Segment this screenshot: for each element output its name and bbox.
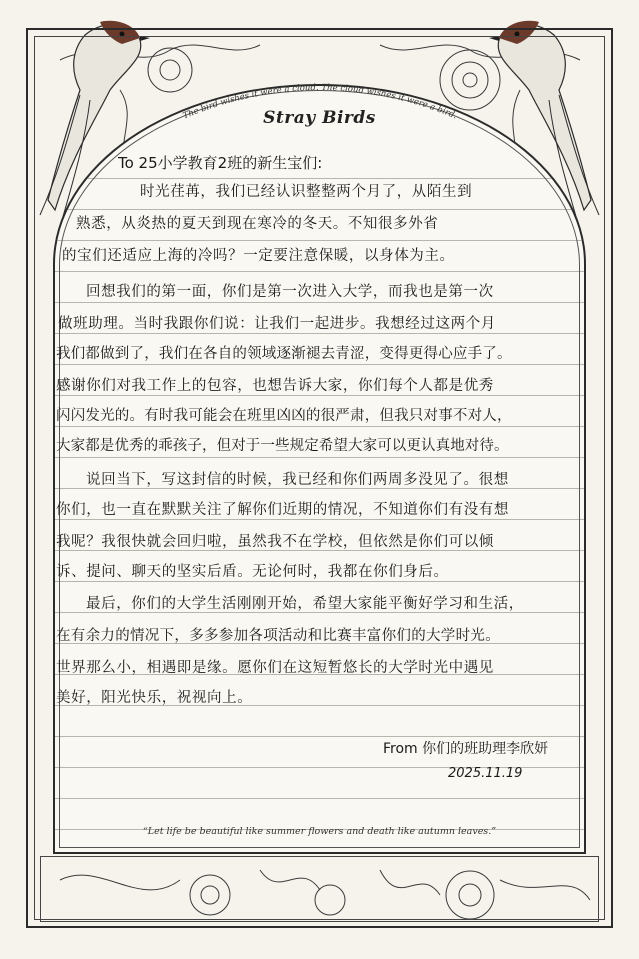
letter-line: 世界那么小，相遇即是缘。愿你们在这短暂悠长的大学时光中遇见 — [56, 660, 494, 676]
letter-line: 我呢？我很快就会回归啦，虽然我不在学校，但依然是你们可以倾 — [56, 534, 494, 550]
letter-line: 闪闪发光的。有时我可能会在班里凶凶的很严肃，但我只对事不对人， — [56, 408, 512, 424]
footer-quote: “Let life be beautiful like summer flowers and death like autumn leaves.” — [142, 826, 497, 837]
letter-line: 大家都是优秀的乖孩子，但对于一些规定希望大家可以更认真地对待。 — [56, 438, 509, 454]
letter-line: 熟悉，从炎热的夏天到现在寒冷的冬天。不知很多外省 — [76, 216, 439, 232]
letter-line: 回想我们的第一面，你们是第一次进入大学，而我也是第一次 — [86, 284, 494, 300]
letter-line: 的宝们还适应上海的冷吗？一定要注意保暖，以身体为主。 — [62, 248, 455, 264]
letter-greeting: To 25小学教育2班的新生宝们: — [118, 154, 323, 172]
letter-line: 我们都做到了，我们在各自的领域逐渐褪去青涩，变得更得心应手了。 — [56, 346, 512, 362]
letter-line: 你们，也一直在默默关注了解你们近期的情况，不知道你们有没有想 — [56, 502, 509, 518]
letter-line: 时光荏苒，我们已经认识整整两个月了，从陌生到 — [140, 184, 473, 200]
letter-line: 说回当下，写这封信的时候，我已经和你们两周多没见了。很想 — [86, 472, 509, 488]
letter-line: 美好，阳光快乐，祝视向上。 — [56, 690, 253, 706]
letter-line: 感谢你们对我工作上的包容，也想告诉大家，你们每个人都是优秀 — [56, 378, 494, 394]
motto-text: The bird wishes it were a cloud. The cloud wishes it were a bird. — [181, 82, 459, 122]
letter-date: 2025.11.19 — [448, 766, 523, 781]
letter-line: 诉、提问、聊天的坚实后盾。无论何时，我都在你们身后。 — [56, 564, 449, 580]
letter-line: 最后，你们的大学生活刚刚开始，希望大家能平衡好学习和生活， — [86, 596, 524, 612]
signature: From 你们的班助理李欣妍 — [383, 741, 549, 757]
letter-line: 做班助理。当时我跟你们说：让我们一起进步。我想经过这两个月 — [58, 316, 496, 332]
letter-line: 在有余力的情况下，多多参加各项活动和比赛丰富你们的大学时光。 — [56, 628, 500, 644]
page-title: Stray Birds — [263, 108, 376, 128]
